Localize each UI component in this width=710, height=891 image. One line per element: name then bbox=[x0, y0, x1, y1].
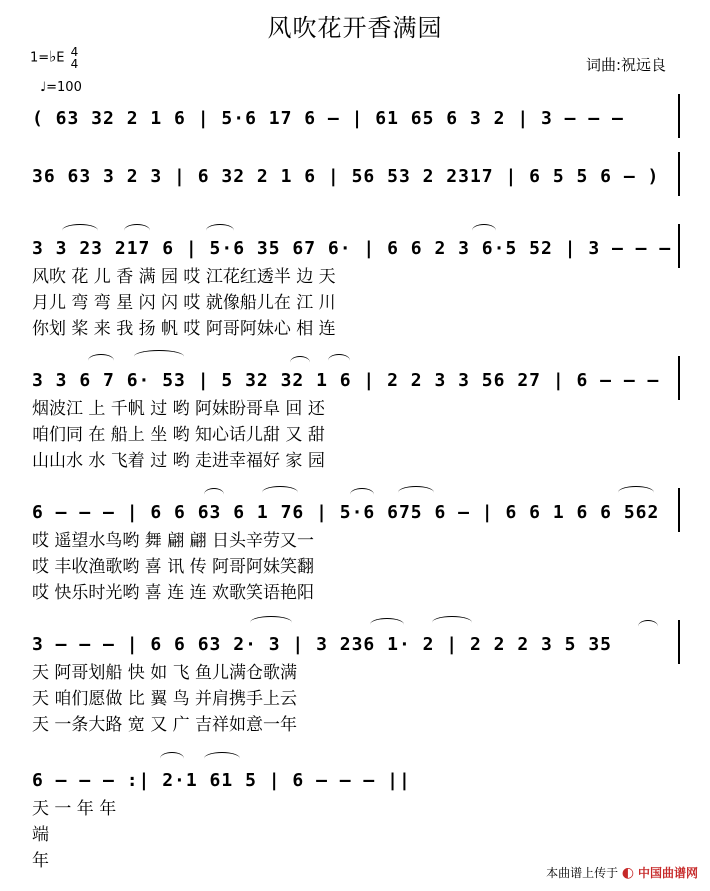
barline bbox=[678, 356, 680, 400]
slur bbox=[290, 356, 310, 369]
lyric-verse-2: 哎 丰收渔歌哟 喜 讯 传 阿哥阿妹笑翻 bbox=[32, 557, 315, 577]
slur bbox=[398, 486, 434, 499]
barline bbox=[678, 152, 680, 196]
slur bbox=[206, 224, 234, 237]
time-top: 4 bbox=[70, 45, 79, 59]
lyric-verse-3: 哎 快乐时光哟 喜 连 连 欢歌笑语艳阳 bbox=[32, 583, 315, 603]
site-prefix: 中国 bbox=[637, 866, 662, 880]
barline bbox=[678, 488, 680, 532]
barline bbox=[678, 224, 680, 268]
notation-line: 3 3 23 217 6 | 5·6 35 67 6· | 6 6 2 3 6·5 52 | 3 – – – bbox=[32, 238, 672, 259]
slur bbox=[160, 752, 184, 765]
lyric-verse-1: 天 一 年 年 bbox=[32, 799, 117, 819]
lyric-verse-2: 咱们同 在 船上 坐 哟 知心话儿甜 又 甜 bbox=[32, 425, 325, 445]
upload-note: 本曲谱上传于 bbox=[546, 866, 619, 880]
notation-line: 6 – – – | 6 6 63 6 1 76 | 5·6 675 6 – | 6 6 1 6 6 562 bbox=[32, 502, 660, 523]
barline bbox=[678, 620, 680, 664]
site-footer bbox=[546, 864, 698, 881]
time-signature bbox=[71, 46, 79, 70]
flat-sign: ♭ bbox=[49, 47, 57, 66]
lyric-verse-1: 风吹 花 儿 香 满 园 哎 江花红透半 边 天 bbox=[32, 267, 336, 287]
notation-line: ( 63 32 2 1 6 | 5·6 17 6 – | 61 65 6 3 2 | 3 – – – bbox=[32, 108, 624, 129]
lyric-verse-2: 端 bbox=[32, 825, 49, 845]
slur bbox=[88, 354, 114, 367]
slur bbox=[134, 350, 184, 363]
slur bbox=[204, 488, 224, 501]
slur bbox=[124, 224, 150, 237]
slur bbox=[432, 616, 472, 629]
slur bbox=[618, 486, 654, 499]
notation-line: 36 63 3 2 3 | 6 32 2 1 6 | 56 53 2 2317 | 6 5 5 6 – ) bbox=[32, 166, 660, 187]
key-signature bbox=[30, 46, 78, 70]
slur bbox=[62, 224, 98, 237]
composer-credit: 词曲:祝远良 bbox=[585, 56, 666, 74]
notation-line: 6 – – – :| 2·1 61 5 | 6 – – – || bbox=[32, 770, 411, 791]
slur bbox=[262, 486, 298, 499]
lyric-verse-3: 山山水 水 飞着 过 哟 走进幸福好 家 园 bbox=[32, 451, 325, 471]
lyric-verse-2: 月儿 弯 弯 星 闪 闪 哎 就像船儿在 江 川 bbox=[32, 293, 336, 313]
lyric-verse-3: 年 bbox=[32, 851, 49, 871]
slur bbox=[350, 488, 374, 501]
site-logo-icon: ◐ bbox=[621, 865, 635, 881]
lyric-verse-3: 天 一条大路 宽 又 广 吉祥如意一年 bbox=[32, 715, 298, 735]
key-note: E bbox=[56, 50, 65, 66]
lyric-verse-3: 你划 桨 来 我 扬 帆 哎 阿哥阿妹心 相 连 bbox=[32, 319, 336, 339]
notation-line: 3 – – – | 6 6 63 2· 3 | 3 236 1· 2 | 2 2 2 3 5 35 bbox=[32, 634, 613, 655]
slur bbox=[250, 616, 292, 629]
slur bbox=[638, 620, 658, 633]
barline bbox=[678, 94, 680, 138]
site-name: 曲谱网 bbox=[661, 866, 698, 880]
key-label: 1= bbox=[30, 50, 50, 66]
lyric-verse-1: 烟波江 上 千帆 过 哟 阿妹盼哥阜 回 还 bbox=[32, 399, 325, 419]
slur bbox=[328, 354, 350, 367]
song-title: 风吹花开香满园 bbox=[267, 14, 443, 42]
time-bottom: 4 bbox=[70, 57, 79, 71]
notation-line: 3 3 6 7 6· 53 | 5 32 32 1 6 | 2 2 3 3 56 27 | 6 – – – bbox=[32, 370, 660, 391]
slur bbox=[472, 224, 496, 237]
lyric-verse-1: 天 阿哥划船 快 如 飞 鱼儿满仓歌满 bbox=[32, 663, 298, 683]
lyric-verse-1: 哎 遥望水鸟哟 舞 翩 翩 日头辛劳又一 bbox=[32, 531, 315, 551]
slur bbox=[370, 618, 404, 631]
lyric-verse-2: 天 咱们愿做 比 翼 鸟 并肩携手上云 bbox=[32, 689, 298, 709]
tempo-mark: ♩=100 bbox=[40, 80, 82, 95]
slur bbox=[204, 752, 240, 765]
